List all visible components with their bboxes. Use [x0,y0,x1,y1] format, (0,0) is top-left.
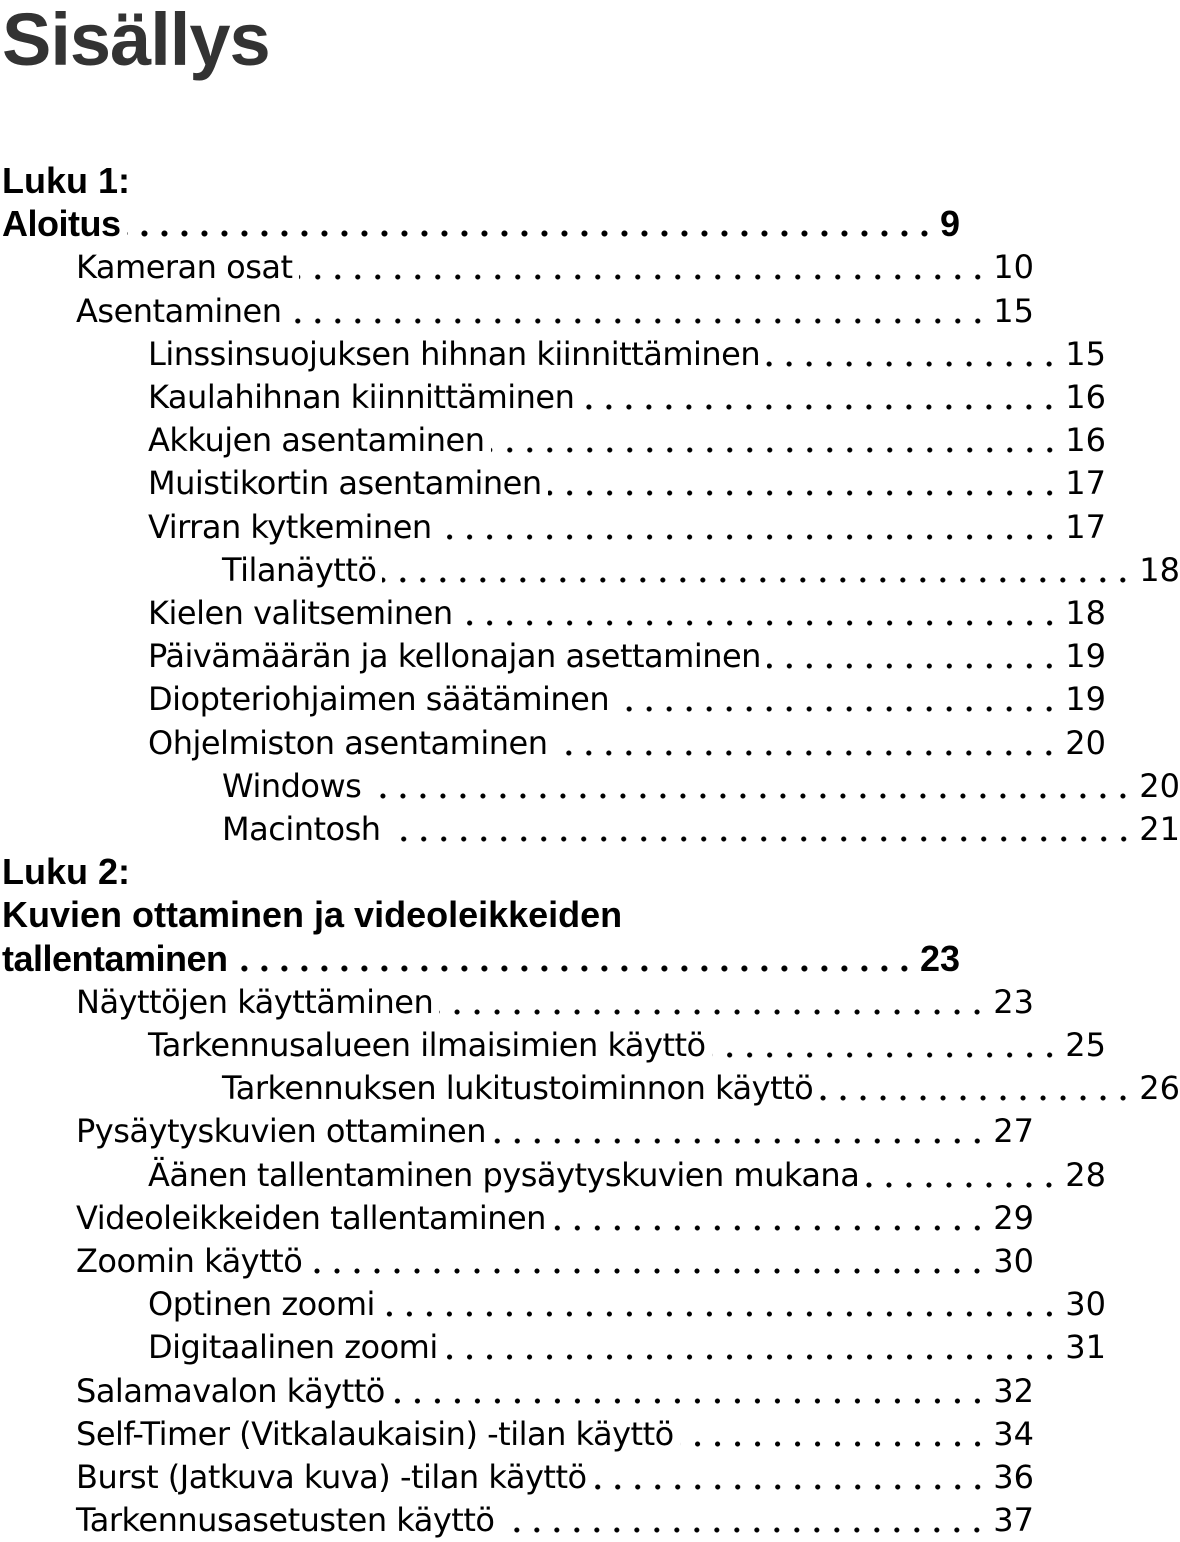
toc-entry[interactable] [0,1281,1106,1324]
page-number: 25 [1065,1026,1106,1064]
toc-entry-label: Tarkennusasetusten käyttö [76,1501,495,1539]
page-number: 32 [993,1372,1034,1410]
toc-entry[interactable] [0,676,1106,719]
chapter-label: Luku 2: [2,851,131,892]
toc-entry[interactable] [0,1195,1034,1238]
chapter-title: Aloitus [2,203,121,244]
toc-entry-label: Windows [222,767,362,805]
dot-leader [382,552,1133,584]
page-number: 16 [1065,421,1106,459]
toc-entry-label: Virran kytkeminen [148,508,432,546]
dot-leader [127,206,934,238]
page-number: 15 [1065,335,1106,373]
dot-leader [439,984,987,1016]
toc-entry[interactable] [0,1497,1034,1540]
toc-entry-label: Tilanäyttö [222,551,377,589]
dot-leader [444,1329,1060,1361]
toc-entry[interactable] [0,590,1106,633]
dot-leader [491,422,1060,454]
page-number: 27 [993,1112,1034,1150]
page-number: 36 [993,1458,1034,1496]
toc-entry-label: Tarkennusalueen ilmaisimien käyttö [148,1026,706,1064]
dot-leader [387,811,1134,843]
dot-leader [548,465,1060,497]
dot-leader [500,1502,987,1534]
page-number: 15 [993,292,1034,330]
toc-entry[interactable] [0,720,1106,763]
page-number: 34 [993,1415,1034,1453]
toc-entry[interactable] [0,1411,1034,1454]
toc-entry-label: Diopteriohjaimen säätäminen [148,680,610,718]
dot-leader [391,1373,987,1405]
toc-entry[interactable] [0,1108,1034,1151]
toc-entry[interactable] [0,1022,1106,1065]
dot-leader [766,336,1059,368]
chapter-label: Luku 1: [2,160,131,201]
page-number: 37 [993,1501,1034,1539]
dot-leader [552,1200,987,1232]
toc-entry[interactable] [0,331,1106,374]
dot-leader [234,941,914,973]
toc-entry[interactable] [0,1152,1106,1195]
page-number: 17 [1065,508,1106,546]
dot-leader [593,1459,988,1491]
toc-entry[interactable] [0,979,1034,1022]
dot-leader [438,509,1060,541]
page-number: 21 [1139,810,1180,848]
toc-entry-label: Macintosh [222,810,381,848]
toc-entry[interactable] [0,633,1106,676]
dot-leader [680,1416,988,1448]
page-number: 18 [1139,551,1180,589]
toc-entry-label: Päivämäärän ja kellonajan asettaminen [148,637,761,675]
dot-leader [615,681,1059,713]
toc-entry-label: Linssinsuojuksen hihnan kiinnittäminen [148,335,761,373]
page-number: 20 [1065,724,1106,762]
toc-entry-label: Kielen valitseminen [148,594,453,632]
toc-entry-label: Muistikortin asentaminen [148,464,542,502]
dot-leader [553,725,1059,757]
page-number: 19 [1065,637,1106,675]
chapter-title: Kuvien ottaminen ja videoleikkeiden [2,894,623,935]
page-number: 31 [1065,1328,1106,1366]
toc-entry-label: Kameran osat [76,248,293,286]
page-number: 30 [993,1242,1034,1280]
page-number: 30 [1065,1285,1106,1323]
dot-leader [459,595,1060,627]
chapter-entry[interactable] [0,201,960,244]
toc-entry[interactable] [0,763,1180,806]
toc-entry[interactable] [0,1238,1034,1281]
dot-leader [819,1070,1133,1102]
toc-entry[interactable] [0,1065,1180,1108]
toc-entry-label: Ohjelmiston asentaminen [148,724,548,762]
page-number: 9 [939,203,960,244]
dot-leader [712,1027,1060,1059]
toc-entry[interactable] [0,547,1180,590]
toc-entry[interactable] [0,806,1180,849]
dot-leader [299,249,988,281]
toc-entry-label: Äänen tallentaminen pysäytyskuvien mukana [148,1156,860,1194]
dot-leader [288,293,988,325]
page-number: 10 [993,248,1034,286]
dot-leader [308,1243,987,1275]
page-number: 26 [1139,1069,1180,1107]
page-number: 19 [1065,680,1106,718]
page-number: 20 [1139,767,1180,805]
toc-entry[interactable] [0,1324,1106,1367]
toc-entry[interactable] [0,460,1106,503]
dot-leader [381,1286,1059,1318]
page-number: 16 [1065,378,1106,416]
page-number: 23 [993,983,1034,1021]
dot-leader [865,1157,1059,1189]
toc-entry-label: Akkujen asentaminen [148,421,485,459]
toc-entry-label: Salamavalon käyttö [76,1372,385,1410]
dot-leader [492,1113,987,1145]
toc-entry-label: Näyttöjen käyttäminen [76,983,434,1021]
chapter-title: tallentaminen [2,938,228,979]
toc-entry[interactable] [0,374,1106,417]
toc-entry[interactable] [0,244,1034,287]
toc-entry-label: Zoomin käyttö [76,1242,303,1280]
toc-entry-label: Asentaminen [76,292,282,330]
toc-entry[interactable] [0,417,1106,460]
toc-entry-label: Pysäytyskuvien ottaminen [76,1112,486,1150]
dot-leader [767,638,1059,670]
toc-entry-label: Digitaalinen zoomi [148,1328,438,1366]
toc-entry-label: Kaulahihnan kiinnittäminen [148,378,575,416]
toc-entry[interactable] [0,504,1106,547]
toc-entry-label: Videoleikkeiden tallentaminen [76,1199,546,1237]
toc-entry-label: Burst (Jatkuva kuva) -tilan käyttö [76,1458,587,1496]
toc-entry[interactable] [0,1454,1034,1497]
toc-entry[interactable] [0,288,1034,331]
chapter-entry[interactable] [0,936,960,979]
toc-entry-label: Optinen zoomi [148,1285,375,1323]
page-number: 28 [1065,1156,1106,1194]
page-number: 17 [1065,464,1106,502]
dot-leader [367,768,1133,800]
page-number: 29 [993,1199,1034,1237]
page-number: 23 [919,938,960,979]
dot-leader [580,379,1059,411]
page-title: Sisällys [2,0,270,81]
toc-entry-label: Self-Timer (Vitkalaukaisin) -tilan käyttö [76,1415,674,1453]
page-number: 18 [1065,594,1106,632]
toc-entry-label: Tarkennuksen lukitustoiminnon käyttö [222,1069,814,1107]
toc-entry[interactable] [0,1368,1034,1411]
